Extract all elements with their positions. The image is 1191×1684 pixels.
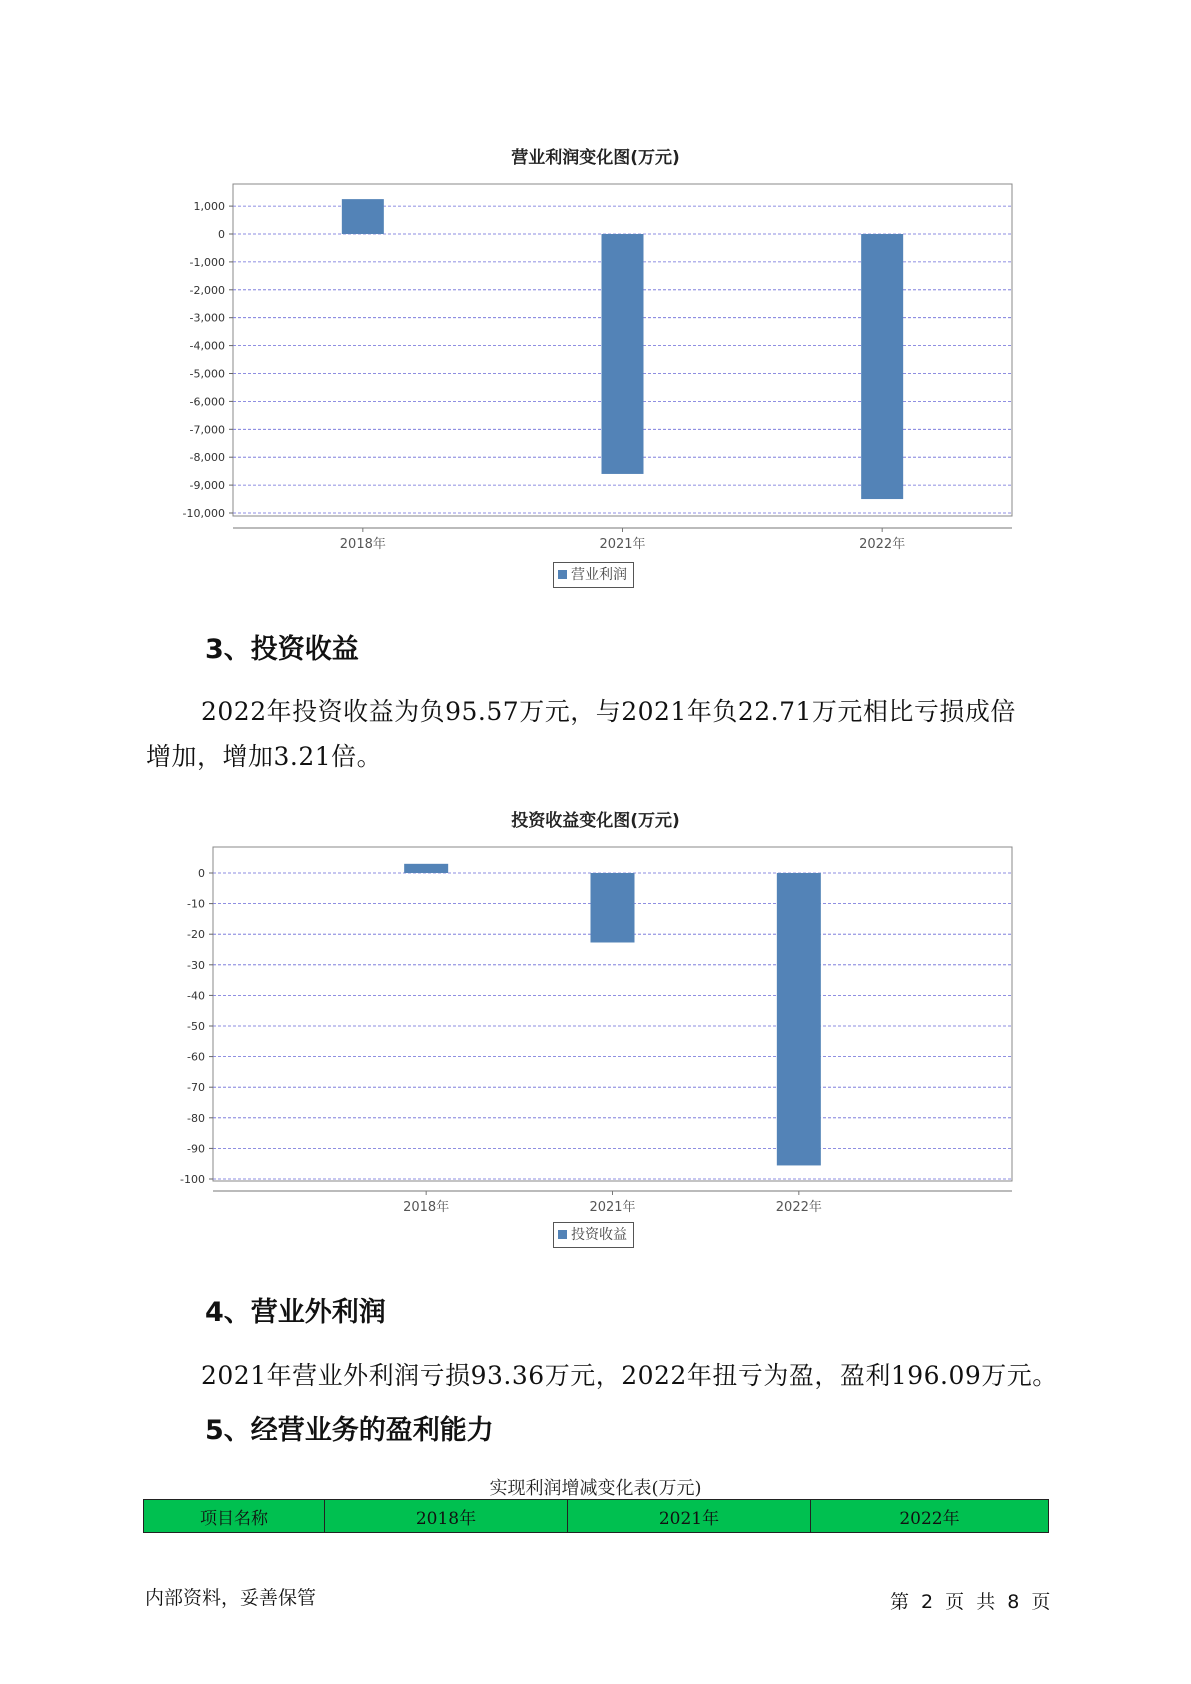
y-tick-label: -80 (187, 1111, 205, 1125)
y-tick-label: -10 (187, 897, 205, 911)
y-tick-label: -6,000 (189, 395, 225, 409)
table-caption: 实现利润增减变化表(万元) (489, 1478, 702, 1499)
table-header-cell: 项目名称 (144, 1500, 325, 1533)
y-tick-label: -50 (187, 1020, 205, 1033)
y-tick-label: -5,000 (189, 367, 225, 381)
y-tick-label: -7,000 (189, 423, 225, 437)
x-tick-label: 2022年 (859, 537, 906, 552)
section3-para-line1: 2022年投资收益为负95.57万元，与2021年负22.71万元相比亏损成倍 (201, 697, 1016, 726)
y-tick-label: -10,000 (182, 507, 225, 520)
chart2-legend-label: 投资收益 (571, 1227, 627, 1243)
table-header-cell: 2018年 (325, 1500, 568, 1533)
chart2-legend (553, 1222, 634, 1248)
section4-para: 2021年营业外利润亏损93.36万元，2022年扭亏为盈，盈利196.09万元。 (201, 1361, 1058, 1390)
table-header-row (144, 1500, 1049, 1533)
section4-heading: 4、营业外利润 (205, 1297, 386, 1328)
profit-change-table (143, 1499, 1049, 1533)
bar (404, 864, 448, 873)
chart1-title: 营业利润变化图(万元) (511, 148, 680, 168)
x-tick-label: 2022年 (775, 1200, 822, 1215)
y-tick-label: -8,000 (189, 451, 225, 465)
y-tick-label: 0 (218, 228, 225, 241)
x-tick-label: 2018年 (339, 537, 386, 552)
chart2-title: 投资收益变化图(万元) (511, 811, 680, 831)
y-tick-label: -60 (187, 1050, 205, 1064)
footer-confidential: 内部资料，妥善保管 (145, 1587, 317, 1609)
legend-swatch-icon (558, 1230, 567, 1239)
y-tick-label: -20 (187, 928, 205, 942)
y-tick-label: -40 (187, 989, 205, 1003)
y-tick-label: 0 (198, 867, 205, 880)
y-tick-label: -70 (187, 1081, 205, 1095)
x-tick-label: 2018年 (403, 1200, 450, 1215)
table-header-cell: 2022年 (811, 1500, 1049, 1533)
y-tick-label: -90 (187, 1142, 205, 1156)
y-tick-label: -30 (187, 958, 205, 972)
y-tick-label: 1,000 (193, 200, 225, 214)
section5-heading: 5、经营业务的盈利能力 (205, 1415, 494, 1446)
section3-heading: 3、投资收益 (205, 634, 359, 665)
table-header-cell: 2021年 (568, 1500, 811, 1533)
bar (777, 873, 821, 1165)
x-tick-label: 2021年 (589, 1200, 636, 1215)
chart1-legend-label: 营业利润 (571, 567, 627, 583)
footer-page-number: 第 2 页 共 8 页 (890, 1591, 1051, 1613)
x-tick-label: 2021年 (599, 537, 646, 552)
y-tick-label: -3,000 (189, 311, 225, 325)
y-tick-label: -2,000 (189, 283, 225, 297)
y-tick-label: -9,000 (189, 479, 225, 493)
bar (591, 873, 635, 942)
y-tick-label: -1,000 (189, 255, 225, 269)
y-tick-label: -4,000 (189, 339, 225, 353)
section3-para-line2: 增加，增加3.21倍。 (146, 742, 383, 771)
y-tick-label: -100 (180, 1173, 205, 1186)
